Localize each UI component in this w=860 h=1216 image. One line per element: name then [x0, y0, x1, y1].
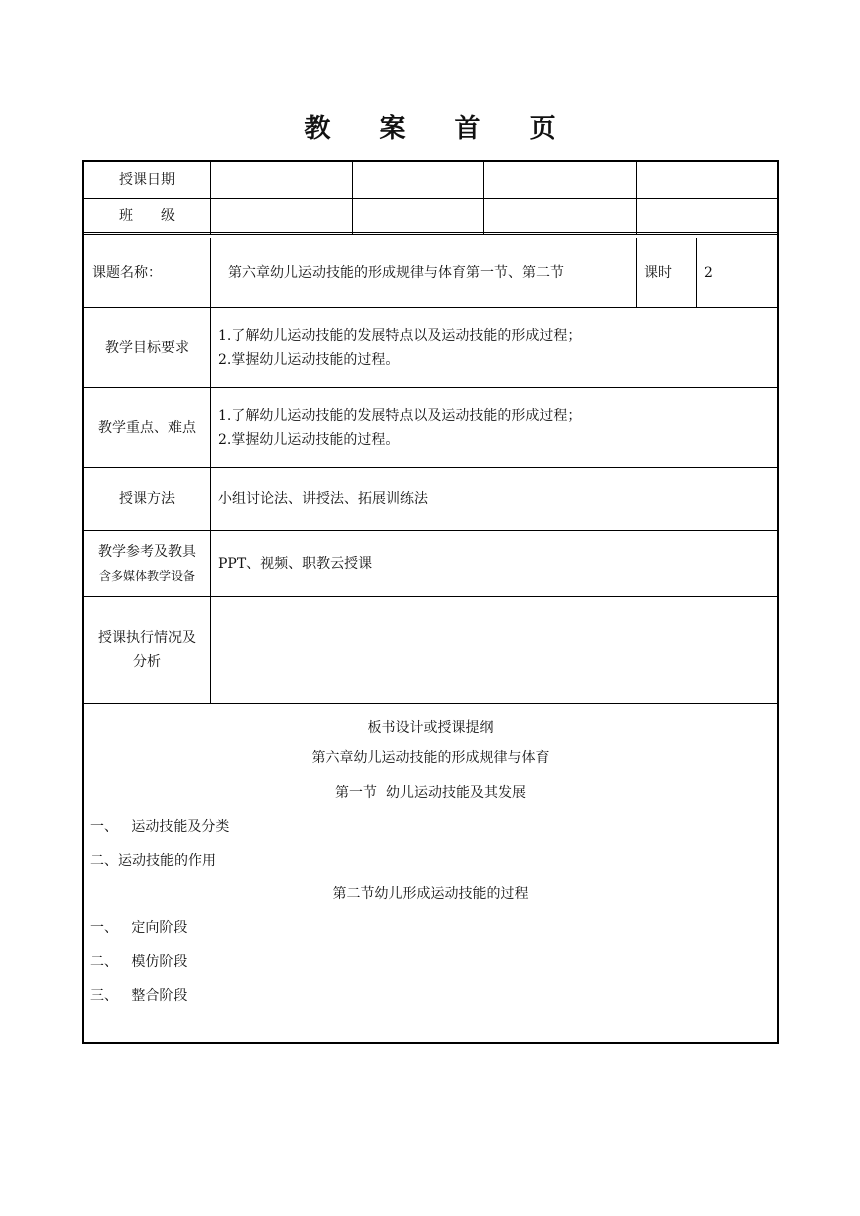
- objectives-label: 教学目标要求: [105, 339, 189, 356]
- board-item-1-1: 一、 运动技能及分类: [90, 819, 230, 835]
- references-label: [84, 531, 210, 596]
- execution-value: [211, 597, 777, 703]
- method-value: 小组讨论法、讲授法、拓展训练法: [218, 491, 428, 507]
- key-points-label: 教学重点、难点: [98, 419, 196, 436]
- board-item-2-3: 三、 整合阶段: [90, 988, 188, 1004]
- date-cell-1: [211, 162, 352, 198]
- execution-label-line-1: 授课执行情况及: [98, 630, 196, 646]
- topic-label: 课题名称：: [92, 264, 162, 281]
- hours-label: 课时: [644, 264, 672, 281]
- board-section-1: 第一节 幼儿运动技能及其发展: [335, 785, 526, 801]
- execution-label: [84, 597, 210, 703]
- board-chapter: 第六章幼儿运动技能的形成规律与体育: [311, 750, 550, 766]
- execution-label-line-2: 分析: [133, 654, 161, 670]
- date-cell-2: [353, 162, 483, 198]
- lesson-plan-table: [82, 160, 779, 1044]
- class-label: 班 级: [119, 207, 175, 224]
- method-label: 授课方法: [119, 491, 175, 507]
- board-section-2: 第二节幼儿形成运动技能的过程: [332, 886, 529, 902]
- topic-value: 第六章幼儿运动技能的形成规律与体育第一节、第二节: [228, 264, 564, 281]
- key-points-line-2: 2.掌握幼儿运动技能的过程。: [218, 431, 400, 448]
- board-item-2-1: 一、 定向阶段: [90, 920, 188, 936]
- key-points-content: [218, 388, 773, 467]
- hours-value: 2: [704, 264, 713, 281]
- board-heading: 板书设计或授课提纲: [367, 720, 494, 736]
- page-title: 教 案 首 页: [304, 114, 576, 144]
- references-value: PPT、视频、职教云授课: [218, 555, 373, 572]
- objectives-content: [218, 308, 773, 387]
- references-label-line-1: 教学参考及教具: [98, 543, 196, 560]
- key-points-line-1: 1.了解幼儿运动技能的发展特点以及运动技能的形成过程；: [218, 407, 582, 424]
- date-label: 授课日期: [119, 172, 175, 188]
- objectives-line-1: 1.了解幼儿运动技能的发展特点以及运动技能的形成过程；: [218, 327, 582, 344]
- board-item-2-2: 二、 模仿阶段: [90, 954, 188, 970]
- board-item-1-2: 二、运动技能的作用: [90, 853, 216, 869]
- date-cell-4: [637, 162, 777, 198]
- date-cell-3: [484, 162, 636, 198]
- objectives-line-2: 2.掌握幼儿运动技能的过程。: [218, 351, 400, 368]
- references-label-line-2: 含多媒体教学设备: [98, 568, 195, 583]
